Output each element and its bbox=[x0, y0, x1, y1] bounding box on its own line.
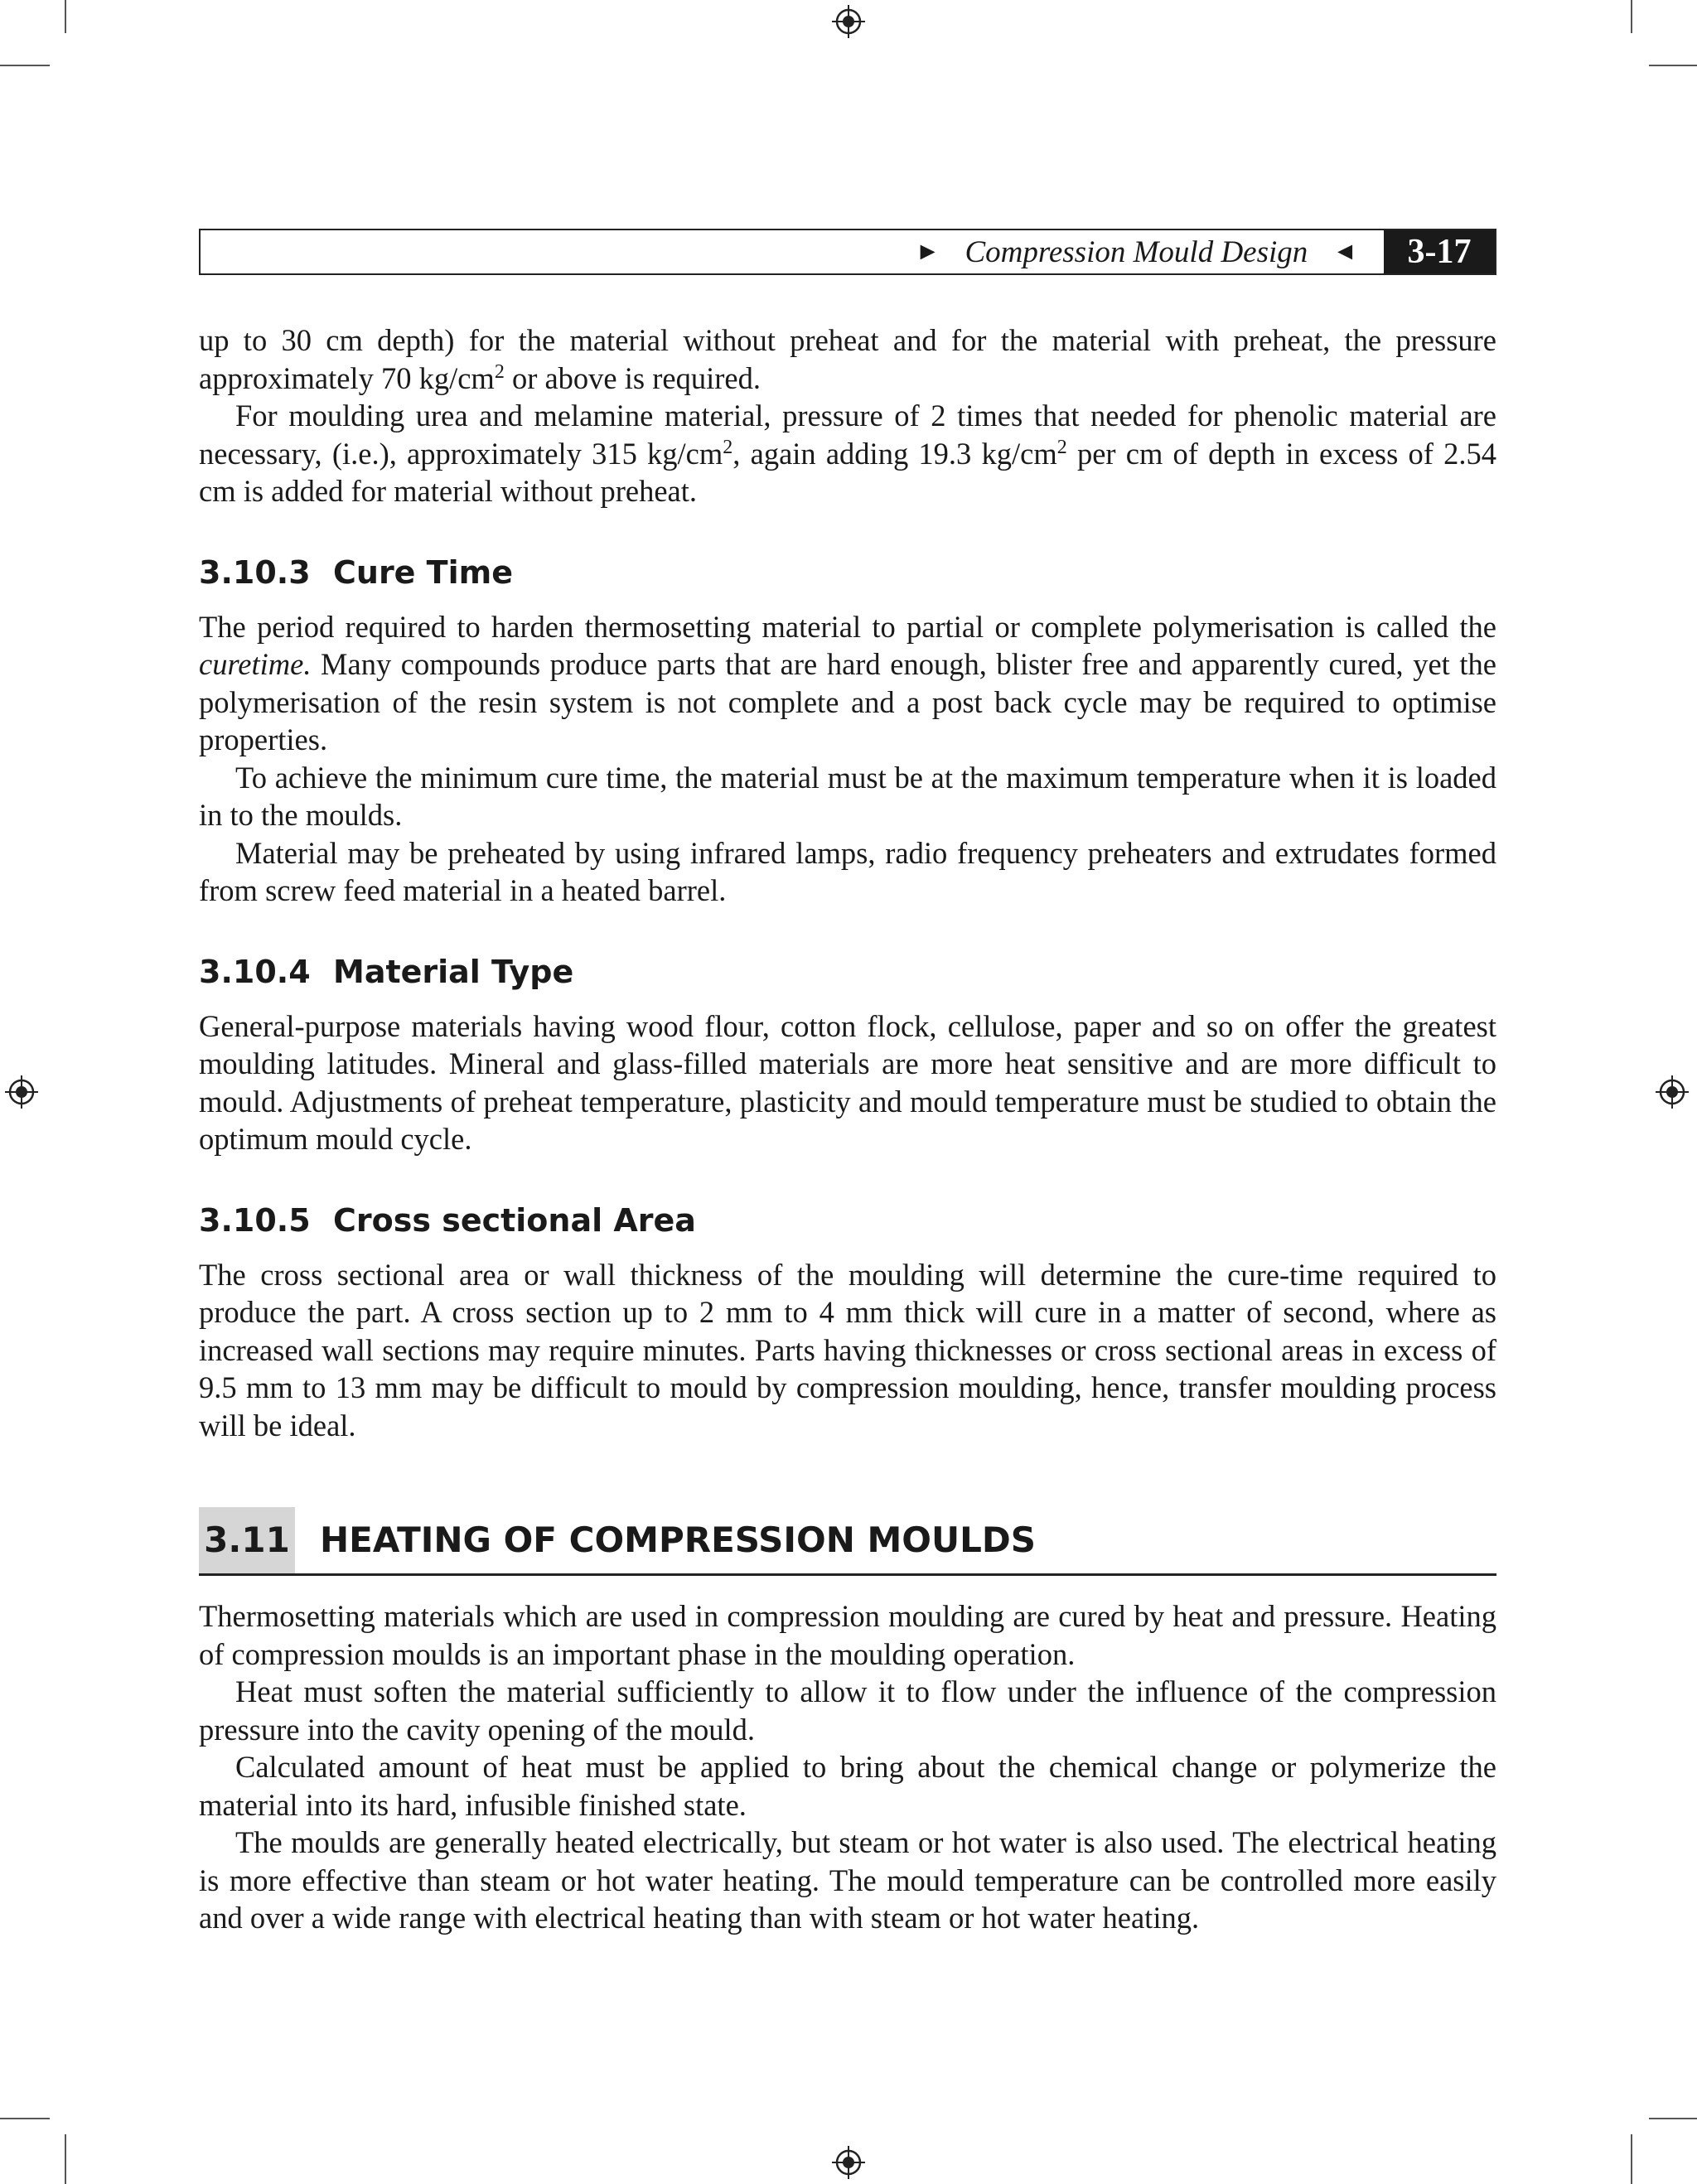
registration-mark-icon bbox=[832, 5, 865, 38]
crop-mark bbox=[1649, 2118, 1697, 2119]
running-title-group bbox=[916, 234, 1357, 270]
paragraph: The cross sectional area or wall thickness of the moulding will determine the cure-time required to produce the part. A cross section up to 2 mm to 4 mm thick will cure in a matter of second, where as increased wall sections may require minutes. Parts having thicknesses or cross sectional areas in excess of 9.5 mm to 13 mm may be difficult to mould by compression moulding, hence, transfer moulding process will be ideal. bbox=[199, 1257, 1496, 1442]
left-triangle-icon: ◄ bbox=[1332, 238, 1357, 265]
paragraph: Calculated amount of heat must be applied to bring about the chemical change or polymerize the material into its hard, infusible finished state. bbox=[199, 1750, 1496, 1822]
page-content bbox=[199, 321, 1496, 1937]
paragraph: The period required to harden thermosetting material to partial or complete polymerisation is called the curetime. Many compounds produce parts that are hard enough, blister free and apparently cured, yet the polymerisation of the resin system is not complete and a post back cycle may be required to optimise properties. bbox=[199, 609, 1496, 756]
paragraph: up to 30 cm depth) for the material without preheat and for the material with preheat, the pressure approximately 70 $kg/cm^2$ or above is required. bbox=[199, 323, 1496, 395]
section-heading-3-10-4: 3.10.4 Material Type bbox=[199, 953, 574, 990]
page-number: 3-17 bbox=[1384, 230, 1495, 273]
right-triangle-icon: ► bbox=[915, 238, 940, 265]
paragraph: The moulds are generally heated electrically, but steam or hot water is also used. The electrical heating is more effective than steam or hot water heating. The mould temperature can be controlled more easily and over a wide range with electrical heating than with steam or hot water heating. bbox=[199, 1825, 1496, 1935]
crop-mark bbox=[65, 2134, 66, 2184]
section-heading-3-10-5: 3.10.5 Cross sectional Area bbox=[199, 1201, 696, 1239]
registration-mark-icon bbox=[832, 2146, 865, 2179]
paragraph: Material may be preheated by using infrared lamps, radio frequency preheaters and extrudates formed from screw feed material in a heated barrel. bbox=[199, 835, 1496, 907]
crop-mark bbox=[0, 2118, 50, 2119]
section-title: HEATING OF COMPRESSION MOULDS bbox=[320, 1520, 1036, 1561]
paragraph: Heat must soften the material sufficiently to allow it to flow under the influence of the compression pressure into the cavity opening of the mould. bbox=[199, 1674, 1496, 1747]
running-title: Compression Mould Design bbox=[965, 234, 1308, 269]
crop-mark bbox=[1649, 65, 1697, 66]
section-number: 3.11 bbox=[199, 1507, 295, 1573]
paragraph: General-purpose materials having wood flour, cotton flock, cellulose, paper and so on offer the greatest moulding latitudes. Mineral and glass-filled materials are more heat sensitive and are more difficult to mould. Adjustments of preheat temperature, plasticity and mould temperature must be studied to obtain the optimum mould cycle. bbox=[199, 1008, 1496, 1156]
crop-mark bbox=[65, 0, 66, 33]
running-header bbox=[199, 229, 1496, 275]
section-heading-3-11 bbox=[199, 1507, 1496, 1576]
crop-mark bbox=[1631, 2134, 1632, 2184]
crop-mark bbox=[0, 65, 50, 66]
crop-mark bbox=[1631, 0, 1632, 33]
paragraph: To achieve the minimum cure time, the material must be at the maximum temperature when it is loaded in to the moulds. bbox=[199, 760, 1496, 832]
registration-mark-icon bbox=[5, 1075, 38, 1109]
paragraph: For moulding urea and melamine material, pressure of 2 times that needed for phenolic material are necessary, (i.e.), approximately 315 $kg/cm^2$, again adding 19.3 $kg/cm^2$ per cm of depth in excess of 2.54 cm is added for material without preheat. bbox=[199, 399, 1497, 508]
section-heading-3-10-3: 3.10.3 Cure Time bbox=[199, 553, 513, 591]
paragraph: Thermosetting materials which are used in compression moulding are cured by heat and pressure. Heating of compression moulds is an important phase in the moulding operation. bbox=[199, 1599, 1496, 1671]
registration-mark-icon bbox=[1656, 1075, 1689, 1109]
